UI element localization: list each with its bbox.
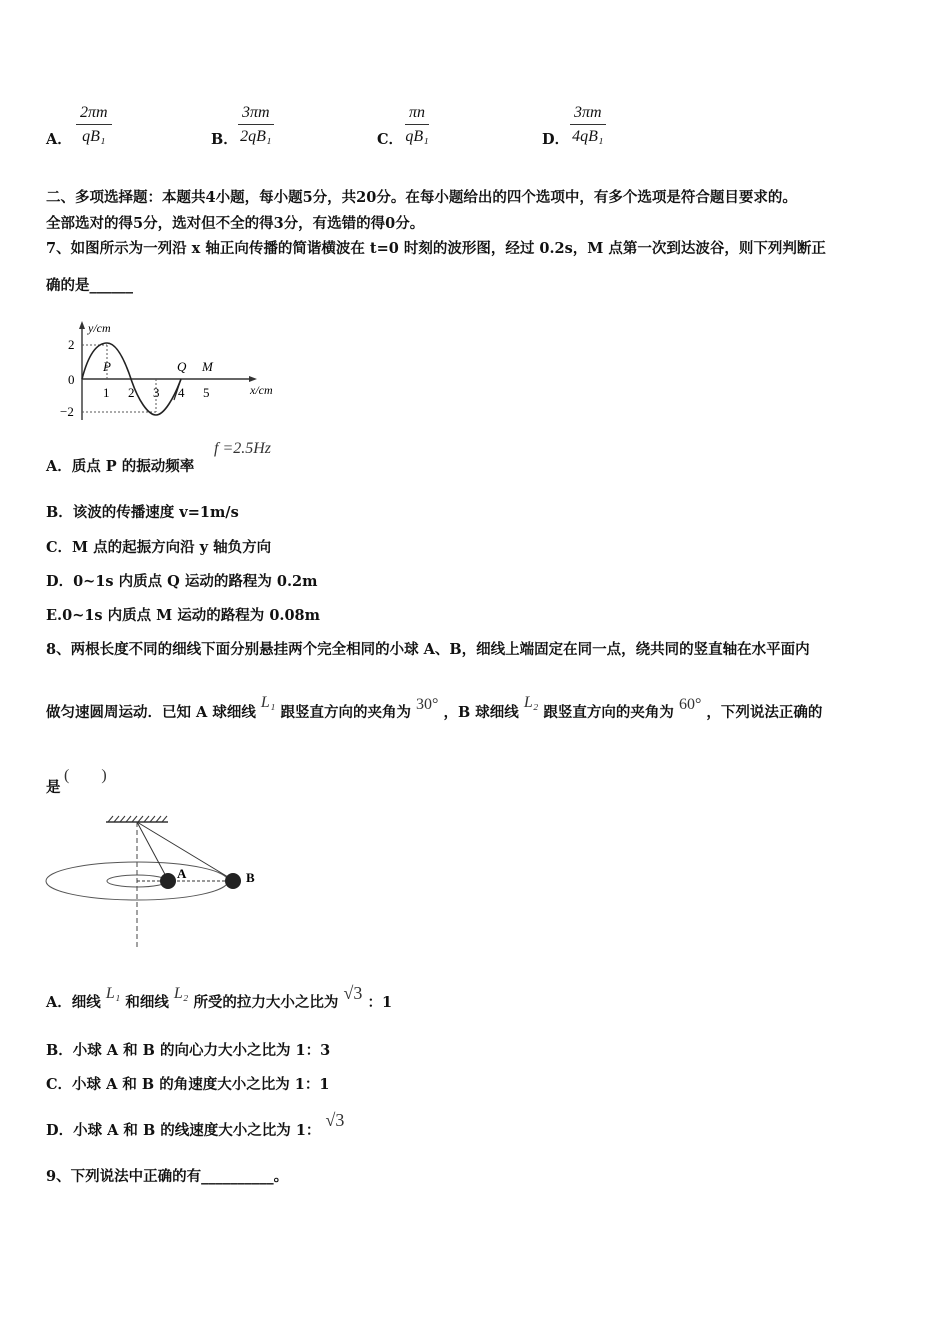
q7-y-axis-label: y/cm (88, 321, 111, 335)
q7-x-axis-arrow (249, 376, 257, 382)
q8-label-b: B (246, 870, 255, 885)
q6-option-d-letter: D． (542, 131, 570, 148)
q6-option-c-fraction (405, 104, 429, 146)
q7-y-tick-2: 2 (68, 337, 75, 352)
q6-option-a-letter: A． (46, 131, 72, 148)
q8-option-c: C．小球 A 和 B 的角速度大小之比为 1：1 (46, 1076, 330, 1093)
q6-option-a-fraction (76, 104, 112, 146)
q6-option-b-fraction (238, 104, 274, 146)
q7-label-p: P (103, 359, 111, 374)
q8-stem-line1: 8、两根长度不同的细线下面分别悬挂两个完全相同的小球 A、B，细线上端固定在同一点，绕共同的竖直轴在水平面内 (46, 641, 810, 658)
q9-stem: 9、下列说法中正确的有__________。 (46, 1168, 289, 1185)
section2-heading-line2: 全部选对的得5分，选对但不全的得3分，有选错的得0分。 (46, 215, 425, 232)
q8-stem-part-d: 跟竖直方向的夹角为 (543, 704, 674, 721)
q7-y-tick-minus2: −2 (60, 404, 74, 419)
q7-option-a (46, 455, 194, 476)
q7-option-b: B．该波的传播速度 v=1m/s (46, 504, 239, 521)
q8-ceiling-hatch (108, 816, 167, 822)
q7-y-axis-arrow (79, 321, 85, 329)
q8-answer-paren: ( ) (64, 767, 107, 784)
q8-l2-symbol: L₂ (523, 694, 539, 711)
q8-option-a-sqrt3: √3 (343, 983, 363, 1003)
q7-option-a-formula (214, 440, 271, 458)
q6-option-b-numerator: 3πm (238, 104, 274, 125)
q6-option-a-numerator: 2πm (76, 104, 112, 125)
q7-x-tick-4: 4 (178, 385, 185, 400)
q8-option-d-text: D．小球 A 和 B 的线速度大小之比为 1： (46, 1122, 321, 1139)
q8-stem-part-e: ，下列说法正确的 (706, 704, 823, 721)
q8-angle1: 30° (416, 696, 439, 713)
q7-x-tick-3: 3 (153, 385, 160, 400)
q6-option-c-denominator: qB₁ (405, 128, 429, 145)
q8-ball-a (160, 873, 176, 889)
q8-option-a-part-c: 所受的拉力大小之比为 (193, 994, 339, 1011)
q7-option-e: E.0~1s 内质点 M 运动的路程为 0.08m (46, 607, 320, 624)
q8-pendulum-figure (40, 812, 280, 952)
q8-angle2: 60° (678, 696, 702, 713)
q8-stem-line3: 是 (46, 779, 61, 796)
q8-l1-symbol: L₁ (260, 694, 276, 711)
q7-option-d: D．0~1s 内质点 Q 运动的路程为 0.2m (46, 573, 318, 590)
q8-option-a-part-b: 和细线 (125, 994, 169, 1011)
q8-option-a-l2: L₂ (173, 985, 189, 1002)
q7-x-tick-1: 1 (103, 385, 110, 400)
section2-heading-line1: 二、多项选择题：本题共4小题，每小题5分，共20分。在每小题给出的四个选项中，有多个选项是符合题目要求的。 (46, 189, 797, 206)
q8-stem-part-b: 跟竖直方向的夹角为 (280, 704, 411, 721)
q6-option-b-denominator: 2qB₁ (240, 128, 272, 145)
q7-option-a-text: A．质点 P 的振动频率 (46, 458, 195, 475)
q6-option-b-letter: B． (211, 131, 238, 148)
q8-string-a (137, 822, 168, 880)
q8-option-d (46, 1110, 345, 1140)
q7-y-tick-0: 0 (68, 372, 75, 387)
q8-option-a-l1: L₁ (105, 985, 121, 1002)
q8-option-a (46, 983, 393, 1012)
q7-x-tick-2: 2 (128, 385, 135, 400)
q8-option-d-sqrt3: √3 (325, 1110, 345, 1130)
q8-option-a-part-a: A．细线 (46, 994, 101, 1011)
q8-stem-part-a: 做匀速圆周运动．已知 A 球细线 (46, 704, 256, 721)
q7-label-q: Q (177, 359, 187, 374)
q7-stem-line1: 7、如图所示为一列沿 x 轴正向传播的简谐横波在 t=0 时刻的波形图，经过 0.2s，M 点第一次到达波谷，则下列判断正 (46, 240, 826, 257)
q8-option-b: B．小球 A 和 B 的向心力大小之比为 1：3 (46, 1042, 331, 1059)
q7-option-a-formula-text: f =2.5Hz (214, 440, 272, 457)
q6-option-c-letter: C． (377, 131, 404, 148)
q6-option-d-fraction (570, 104, 606, 146)
q7-x-axis-label: x/cm (250, 383, 273, 397)
q6-option-a-denominator: qB₁ (82, 128, 106, 145)
q8-ball-b (225, 873, 241, 889)
q7-option-c: C．M 点的起振方向沿 y 轴负方向 (46, 539, 272, 556)
q8-option-a-part-d: ：1 (367, 994, 393, 1011)
q7-stem-line2: 确的是______ (46, 277, 133, 294)
q7-x-tick-5: 5 (203, 385, 210, 400)
q8-label-a: A (177, 866, 187, 881)
q8-stem-part-c: ，B 球细线 (443, 704, 519, 721)
q7-wave-figure (60, 318, 290, 428)
q8-stem-line2 (46, 694, 823, 722)
q7-label-m: M (202, 359, 213, 374)
q6-option-c-numerator: πn (405, 104, 429, 125)
q6-option-d-denominator: 4qB₁ (572, 128, 604, 145)
q6-option-d-numerator: 3πm (570, 104, 606, 125)
